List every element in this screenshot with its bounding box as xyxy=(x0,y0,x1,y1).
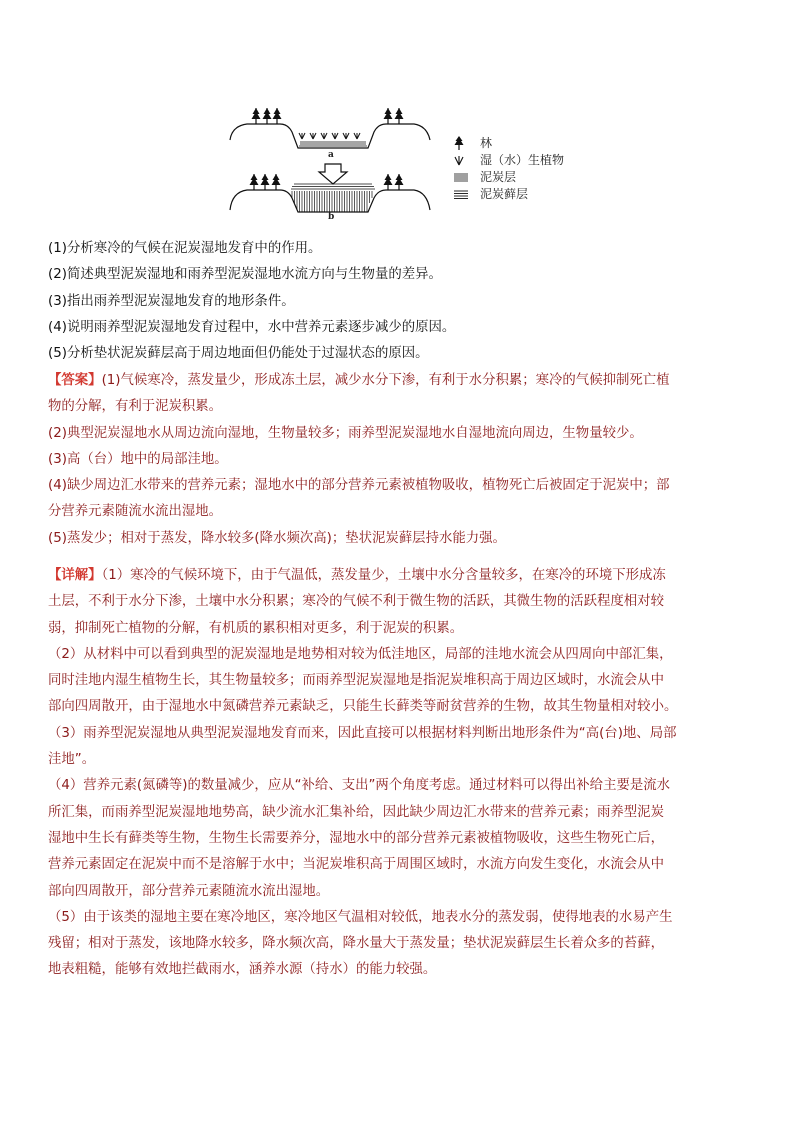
question-3: (3)指出雨养型泥炭湿地发育的地形条件。 xyxy=(48,293,295,309)
peat-moss-layer-icon xyxy=(454,187,470,201)
question-4: (4)说明雨养型泥炭湿地发育过程中，水中营养元素逐步减少的原因。 xyxy=(48,319,456,335)
peat-layer-icon xyxy=(454,170,470,184)
question-5: (5)分析垫状泥炭藓层高于周边地面但仍能处于过湿状态的原因。 xyxy=(48,346,429,362)
development-arrow-icon xyxy=(319,164,347,184)
section-a-profile xyxy=(230,108,430,148)
detail-line-11: 湿地中生长有藓类等生物，生物生长需要养分，湿地水中的部分营养元素被植物吸收，这些生物死亡后， xyxy=(48,830,664,846)
peat-wetland-figure xyxy=(222,100,582,222)
section-b-peat-layer xyxy=(292,191,372,212)
question-1: (1)分析寒冷的气候在泥炭湿地发育中的作用。 xyxy=(48,241,322,256)
section-a-peat-layer xyxy=(299,142,367,146)
figure-legend xyxy=(454,134,584,202)
section-a-trees xyxy=(252,108,404,124)
detail-line-5: 同时洼地内湿生植物生长，其生物量较多；而雨养型泥炭湿地是指泥炭堆积高于周边区域时，水流会从中 xyxy=(48,673,664,689)
detail-line-14: （5）由于该类的湿地主要在寒冷地区，寒冷地区气温相对较低，地表水分的蒸发弱，使得地表的水易产生 xyxy=(48,909,673,925)
question-2: (2)简述典型泥炭湿地和雨养型泥炭湿地水流方向与生物量的差异。 xyxy=(48,267,442,283)
legend-item-peat-moss-layer xyxy=(454,185,584,202)
detail-line-13: 部向四周散开，部分营养元素随流水流出湿地。 xyxy=(48,883,330,899)
detail-line-12: 营养元素固定在泥炭中而不是溶解于水中；当泥炭堆积高于周围区域时，水流方向发生变化，水流会从中 xyxy=(48,857,664,873)
section-a-wetland-plants xyxy=(299,133,360,139)
answer-line-1: 【答案】(1)气候寒冷，蒸发量少，形成冻土层，减少水分下渗，有利于水分积累；寒冷的气候抑制死亡植 xyxy=(48,373,670,388)
detail-line-3: 弱，抑制死亡植物的分解，有机质的累积相对更多，利于泥炭的积累。 xyxy=(48,620,464,636)
detail-line-10: 所汇集，而雨养型泥炭湿地地势高，缺少流水汇集补给，因此缺少周边汇水带来的营养元素；雨养型泥炭 xyxy=(48,804,664,820)
answer-tag: 【答案】 xyxy=(48,373,102,388)
detail-block xyxy=(48,563,748,984)
questions-block xyxy=(48,236,748,367)
detail-line-8: 洼地”。 xyxy=(48,752,96,768)
answer-block xyxy=(48,368,748,552)
detail-line-9: （4）营养元素(氮磷等)的数量减少，应从“补给、支出”两个角度考虑。通过材料可以得出补给主要是流水 xyxy=(48,778,671,794)
answer-line-3: (2)典型泥炭湿地水从周边流向湿地，生物量较多；雨养型泥炭湿地水自湿地流向周边，生物量较少。 xyxy=(48,425,643,441)
tree-icon xyxy=(454,136,470,150)
detail-line-15: 残留；相对于蒸发，该地降水较多，降水频次高，降水量大于蒸发量；垫状泥炭藓层生长着众多的苔藓， xyxy=(48,936,664,952)
legend-item-forest xyxy=(454,134,584,151)
legend-item-wetland-plant xyxy=(454,151,584,168)
legend-label: 泥炭藓层 xyxy=(480,187,529,201)
figure-label-b: b xyxy=(328,212,335,222)
legend-label: 泥炭层 xyxy=(480,170,517,184)
legend-item-peat-layer xyxy=(454,168,584,185)
figure-label-a: a xyxy=(328,150,334,160)
legend-label: 林 xyxy=(480,136,493,150)
detail-line-2: 土层，不利于水分下渗，土壤中水分积累；寒冷的气候不利于微生物的活跃，其微生物的活跃程度相对较 xyxy=(48,594,664,610)
answer-line-2: 物的分解，有利于泥炭积累。 xyxy=(48,399,223,415)
detail-line-16: 地表粗糙，能够有效地拦截雨水，涵养水源（持水）的能力较强。 xyxy=(48,962,437,978)
detail-line-4: （2）从材料中可以看到典型的泥炭湿地是地势相对较为低洼地区，局部的洼地水流会从四周向中部汇集， xyxy=(48,646,673,662)
detail-line-1: 【详解】（1）寒冷的气候环境下，由于气温低，蒸发量少，土壤中水分含量较多，在寒冷的环境下形成冻 xyxy=(48,568,666,583)
wetland-plant-icon xyxy=(454,153,470,167)
detail-line-7: （3）雨养型泥炭湿地从典型泥炭湿地发育而来，因此直接可以根据材料判断出地形条件为“高(台)地、局部 xyxy=(48,725,677,741)
legend-label: 湿（水）生植物 xyxy=(480,153,565,167)
detail-tag: 【详解】 xyxy=(48,568,102,583)
detail-line-6: 部向四周散开，由于湿地水中氮磷营养元素缺乏，只能生长藓类等耐贫营养的生物，故其生物量相对较小。 xyxy=(48,699,678,715)
answer-line-5: (4)缺少周边汇水带来的营养元素；湿地水中的部分营养元素被植物吸收，植物死亡后被固定于泥炭中；部 xyxy=(48,478,670,494)
answer-line-7: (5)蒸发少；相对于蒸发，降水较多(降水频次高)；垫状泥炭藓层持水能力强。 xyxy=(48,530,506,546)
answer-line-6: 分营养元素随流水流出湿地。 xyxy=(48,504,223,520)
answer-line-4: (3)高（台）地中的局部洼地。 xyxy=(48,451,228,467)
